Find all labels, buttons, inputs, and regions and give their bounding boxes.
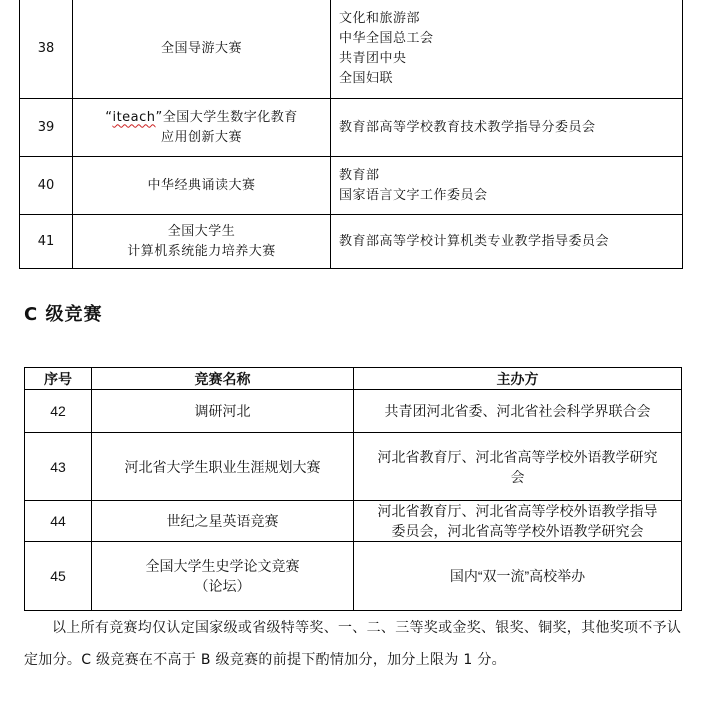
organizer: 国内“双一流”高校举办 xyxy=(354,542,682,611)
competition-name: 全国大学生史学论文竞赛 （论坛） xyxy=(92,542,354,611)
table-header-row xyxy=(25,368,682,390)
competition-name: 调研河北 xyxy=(92,390,354,433)
competition-name: 世纪之星英语竞赛 xyxy=(92,501,354,542)
footnote-paragraph: 以上所有竞赛均仅认定国家级或省级特等奖、一、二、三等奖或金奖、银奖、铜奖，其他奖项不予认定加分。C 级竞赛在不高于 B 级竞赛的前提下酌情加分，加分上限为 1 分。 xyxy=(24,620,682,668)
spellcheck-underlined-word: iteach xyxy=(112,109,156,125)
competition-name: 全国导游大赛 xyxy=(73,0,331,99)
row-number: 40 xyxy=(20,157,73,215)
header-organizer: 主办方 xyxy=(354,368,682,390)
header-number: 序号 xyxy=(25,368,92,390)
row-number: 44 xyxy=(25,501,92,542)
competition-name: 全国大学生 计算机系统能力培养大赛 xyxy=(73,215,331,269)
competition-name: 河北省大学生职业生涯规划大赛 xyxy=(92,433,354,501)
row-number: 39 xyxy=(20,99,73,157)
row-number: 38 xyxy=(20,0,73,99)
organizer: 文化和旅游部 中华全国总工会 共青团中央 全国妇联 xyxy=(331,0,683,99)
section-heading: C 级竞赛 xyxy=(24,304,103,325)
organizer: 共青团河北省委、河北省社会科学界联合会 xyxy=(354,390,682,433)
row-number: 42 xyxy=(25,390,92,433)
organizer: 河北省教育厅、河北省高等学校外语教学研究 会 xyxy=(354,433,682,501)
header-name: 竞赛名称 xyxy=(92,368,354,390)
competition-name: “iteach”全国大学生数字化教育 应用创新大赛 xyxy=(73,99,331,157)
table-row xyxy=(20,215,683,269)
row-number: 43 xyxy=(25,433,92,501)
organizer: 教育部 国家语言文字工作委员会 xyxy=(331,157,683,215)
row-number: 45 xyxy=(25,542,92,611)
competition-name: 中华经典诵读大赛 xyxy=(73,157,331,215)
table-row xyxy=(20,157,683,215)
row-number: 41 xyxy=(20,215,73,269)
table-row xyxy=(25,390,682,433)
organizer: 教育部高等学校计算机类专业教学指导委员会 xyxy=(331,215,683,269)
organizer: 教育部高等学校教育技术教学指导分委员会 xyxy=(331,99,683,157)
organizer: 河北省教育厅、河北省高等学校外语教学指导 委员会，河北省高等学校外语教学研究会 xyxy=(354,501,682,542)
competition-table-b xyxy=(19,0,683,269)
table-row xyxy=(20,99,683,157)
table-row xyxy=(25,542,682,611)
competition-table-c xyxy=(24,367,682,611)
table-row xyxy=(25,501,682,542)
table-row xyxy=(20,0,683,99)
table-row xyxy=(25,433,682,501)
